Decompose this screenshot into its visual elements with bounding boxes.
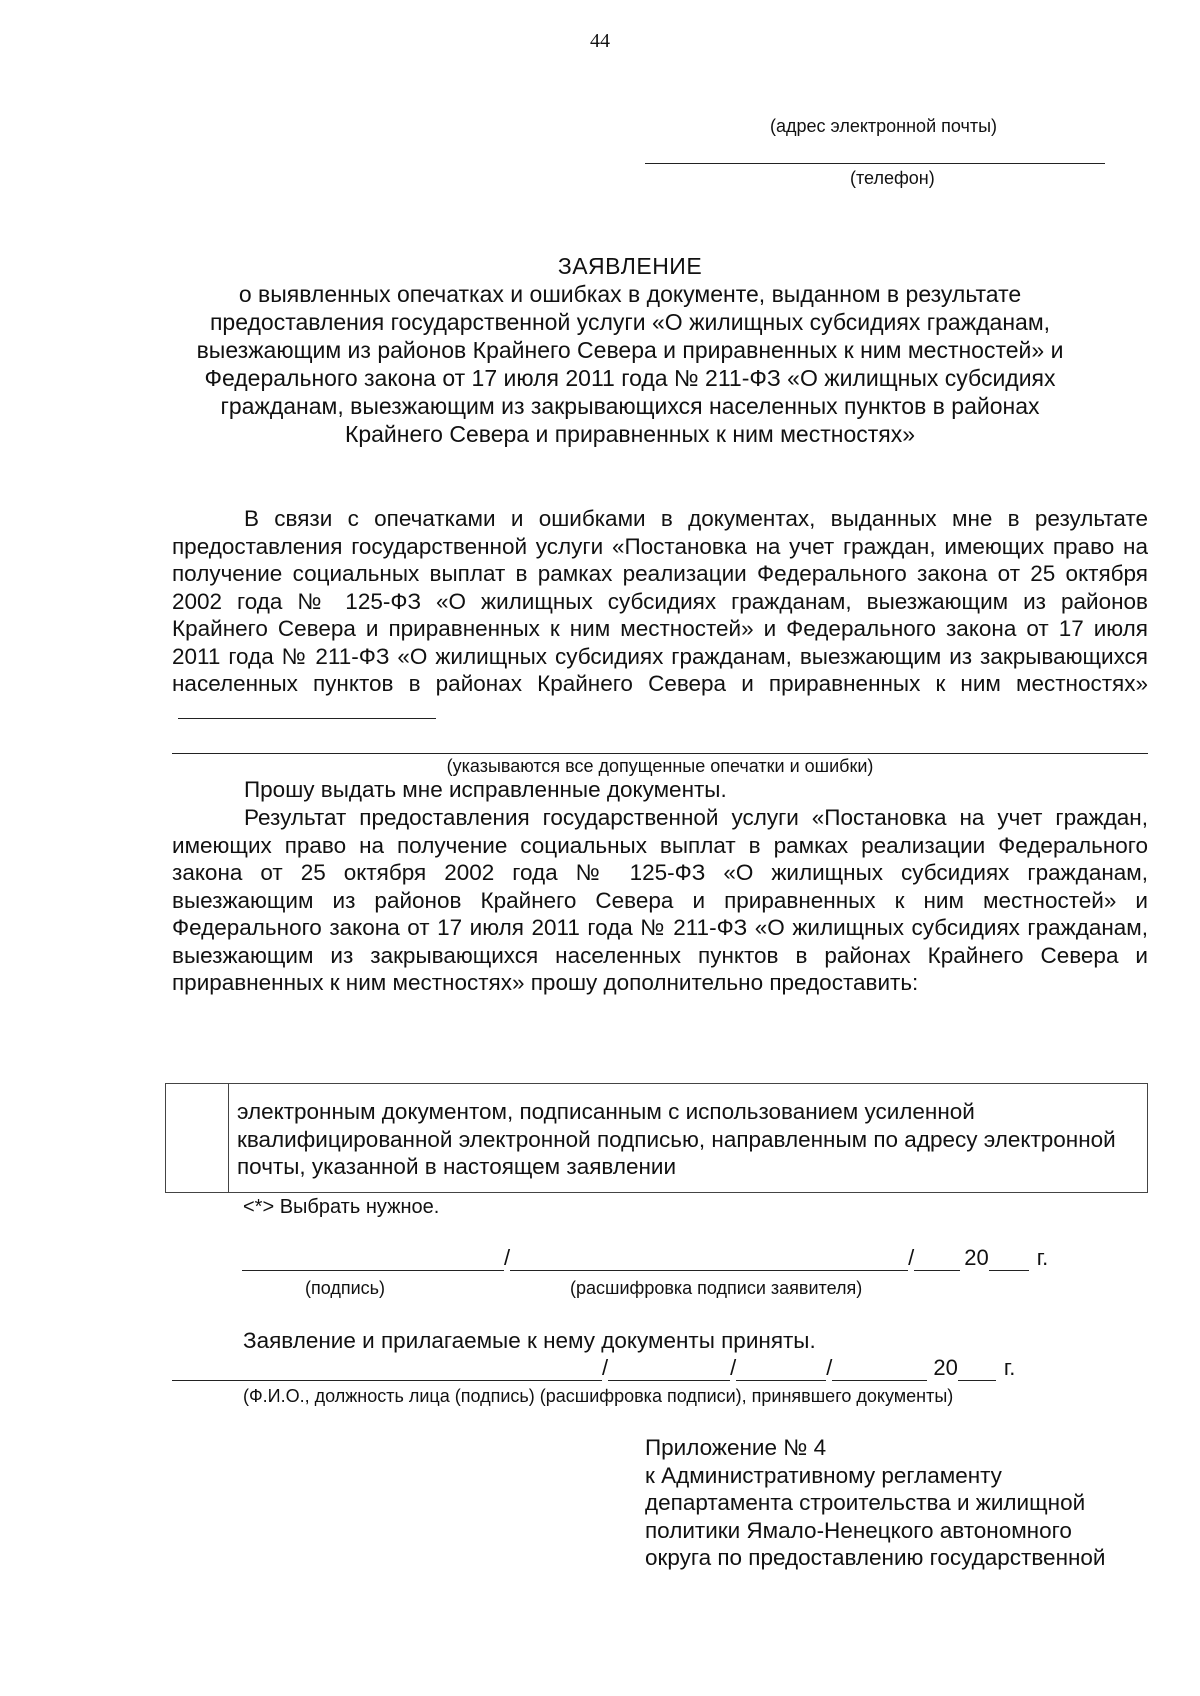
appendix-line: политики Ямало-Ненецкого автономного <box>645 1517 1072 1543</box>
paragraph-errors-text: В связи с опечатками и ошибками в документах, выданных мне в результате предоставления государственной услуги «Постановка на учет граждан, имеющих право на получение социальных выплат в рамках реализации Федерального закона от 25 октября 2002 года № 125-ФЗ «О жилищных субсидиях гражданам, выезжающим из районов Крайнего Севера и приравненных к ним местностей» и Федерального закона от 17 июля 2011 года № 211-ФЗ «О жилищных субсидиях гражданам, выезжающим из закрывающихся населенных пунктов в районах Крайнего Севера и приравненных к ним местностях» <box>172 506 1148 696</box>
title-word: ЗАЯВЛЕНИЕ <box>557 253 703 279</box>
paragraph-errors-context <box>172 505 1148 725</box>
acceptance-date-blank <box>832 1358 927 1381</box>
separator: / <box>826 1355 833 1380</box>
option-checkbox-cell[interactable] <box>166 1084 229 1192</box>
phone-field-line <box>645 163 1105 164</box>
errors-blank-field <box>178 698 436 719</box>
errors-caption: (указываются все допущенные опечатки и ошибки) <box>446 756 874 776</box>
officer-signature-blank <box>608 1358 730 1381</box>
document-title <box>170 252 1090 448</box>
appendix-heading <box>645 1434 1106 1572</box>
phone-caption: (телефон) <box>850 168 935 188</box>
signature-blank <box>242 1248 504 1271</box>
appendix-line: округа по предоставлению государственной <box>645 1545 1106 1570</box>
signature-caption: (подпись) <box>305 1278 386 1298</box>
separator: / <box>730 1355 737 1380</box>
email-caption: (адрес электронной почты) <box>770 116 998 136</box>
paragraph-request: Прошу выдать мне исправленные документы. <box>244 777 727 802</box>
page-number: 44 <box>590 30 610 52</box>
officer-name-blank <box>172 1358 602 1381</box>
title-subtitle: о выявленных опечатках и ошибках в документе, выданном в результате предоставления государственной услуги «О жилищных субсидиях гражданам, выезжающим из районов Крайнего Севера и приравненных к ним местностей» и Федерального закона от 17 июля 2011 года № 211-ФЗ «О жилищных субсидиях гражданам, выезжающим из закрывающихся населенных пунктов в районах Крайнего Севера и приравненных к ним местностях» <box>196 281 1064 447</box>
applicant-signature-line <box>242 1245 1048 1271</box>
separator: / <box>602 1355 609 1380</box>
appendix-line: к Административному регламенту <box>645 1462 1002 1488</box>
appendix-line: Приложение № 4 <box>645 1435 827 1460</box>
decoding-caption: (расшифровка подписи заявителя) <box>570 1278 863 1298</box>
date-blank <box>914 1248 960 1271</box>
acceptance-text: Заявление и прилагаемые к нему документы приняты. <box>243 1328 816 1353</box>
paragraph-result: Результат предоставления государственной услуги «Постановка на учет граждан, имеющих право на получение социальных выплат в рамках реализации Федерального закона от 25 октября 2002 года № 125-ФЗ «О жилищных субсидиях гражданам, выезжающим из районов Крайнего Севера и приравненных к ним местностей» и Федерального закона от 17 июля 2011 года № 211-ФЗ «О жилищных субсидиях гражданам, выезжающим из закрывающихся населенных пунктов в районах Крайнего Севера и приравненных к ним местностях» прошу дополнительно предоставить: <box>172 805 1148 995</box>
year-suffix: г. <box>1003 1355 1016 1380</box>
year-prefix: 20 <box>933 1355 958 1380</box>
acceptance-caption: (Ф.И.О., должность лица (подпись) (расшифровка подписи), принявшего документы) <box>243 1386 954 1406</box>
year-prefix: 20 <box>964 1245 989 1270</box>
choice-note: <*> Выбрать нужное. <box>243 1196 440 1218</box>
separator: / <box>504 1245 511 1270</box>
year-blank <box>989 1248 1029 1271</box>
officer-decoding-blank <box>736 1358 826 1381</box>
signature-decoding-blank <box>510 1248 908 1271</box>
appendix-line: департамента строительства и жилищной <box>645 1490 1086 1515</box>
errors-field-line <box>172 753 1148 754</box>
acceptance-signature-line <box>172 1355 1015 1381</box>
acceptance-year-blank <box>958 1358 996 1381</box>
delivery-option-table <box>165 1083 1148 1193</box>
option-text: электронным документом, подписанным с использованием усиленной квалифицированной электронной подписью, направленным по адресу электронной почты, указанной в настоящем заявлении <box>237 1099 1116 1179</box>
separator: / <box>908 1245 915 1270</box>
year-suffix: г. <box>1036 1245 1049 1270</box>
